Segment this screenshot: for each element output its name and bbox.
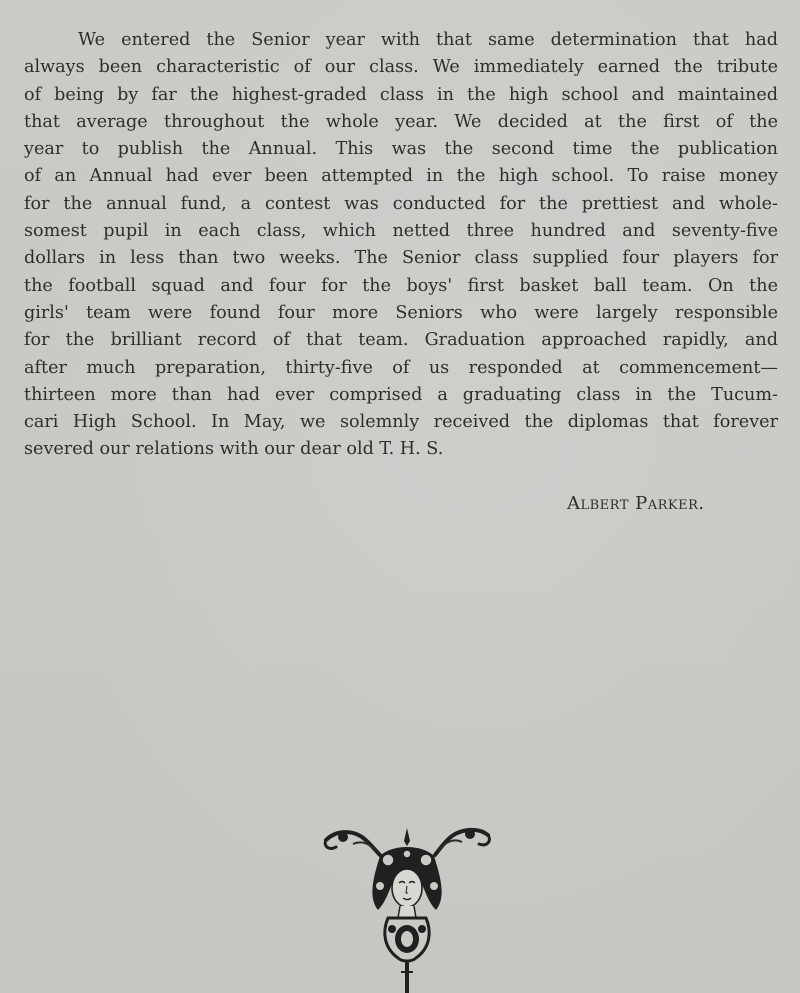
text-line: that average throughout the whole year. We decided at the first of the: [24, 111, 778, 132]
text-line: always been characteristic of our class. We immediately earned the tribute: [24, 57, 778, 78]
text-line: cari High School. In May, we solemnly received the diplomas that forever: [24, 412, 778, 433]
class-history-paragraph: [24, 27, 778, 464]
text-line: year to publish the Annual. This was the second time the publication: [24, 139, 778, 160]
text-line: of being by far the highest-graded class in the high school and maintained: [24, 84, 778, 105]
text-line: after much preparation, thirty-five of us responded at commencement—: [24, 357, 778, 378]
text-line: somest pupil in each class, which netted three hundred and seventy-five: [24, 221, 778, 242]
text-line: for the annual fund, a contest was conducted for the prettiest and whole-: [24, 193, 778, 214]
art-nouveau-woman-ornament-icon: [318, 826, 496, 993]
text-line: for the brilliant record of that team. Graduation approached rapidly, and: [24, 330, 778, 351]
text-line: thirteen more than had ever comprised a graduating class in the Tucum-: [24, 384, 778, 405]
text-line: dollars in less than two weeks. The Senior class supplied four players for: [24, 248, 778, 269]
text-line: of an Annual had ever been attempted in the high school. To raise money: [24, 166, 778, 187]
author-signature: Albert Parker.: [567, 493, 705, 514]
text-line: girls' team were found four more Seniors who were largely responsible: [24, 302, 778, 323]
text-line: severed our relations with our dear old T. H. S.: [24, 439, 444, 460]
text-line: the football squad and four for the boys' first basket ball team. On the: [24, 275, 778, 296]
text-line: We entered the Senior year with that same determination that had: [78, 30, 778, 50]
